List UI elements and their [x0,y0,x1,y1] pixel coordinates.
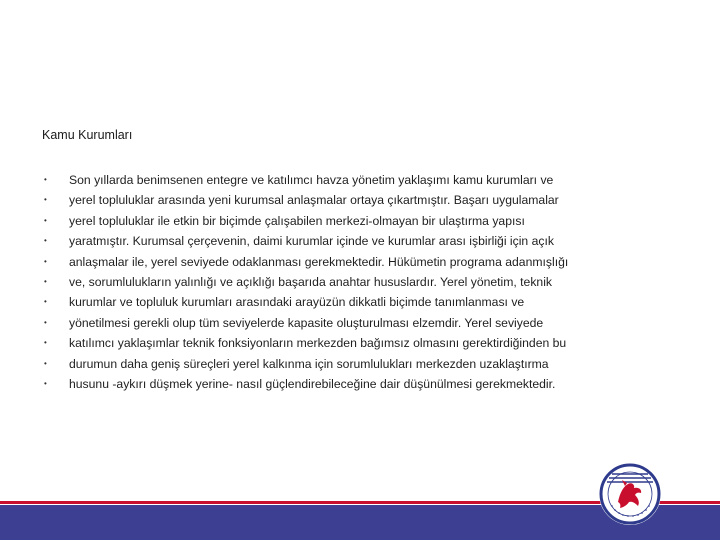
bullet-glyph: • [44,236,47,246]
bullet-glyph: • [44,317,47,327]
text-line: anlaşmalar ile, yerel seviyede odaklanması gerekmektedir. Hükümetin programa adanmışlığı [69,254,569,269]
university-seal-icon [598,462,662,526]
text-line: husunu -aykırı düşmek yerine- nasıl güçlendirebileceğine dair düşünülmesi gerekmektedir. [69,376,556,391]
text-line: katılımcı yaklaşımlar teknik fonksiyonların merkezden bağımsız olmasını gerektirdiğinden bu [69,336,567,351]
bullet-glyph: • [44,195,47,205]
bullet-column [44,170,54,394]
bullet-glyph: • [44,175,47,184]
text-line: yerel topluluklar ile etkin bir biçimde çalışabilen merkezi-olmayan bir ulaştırma yapısı [69,213,525,228]
bullet-glyph: • [44,358,47,368]
bullet-glyph: • [44,276,47,286]
text-line: yaratmıştır. Kurumsal çerçevenin, daimi kurumlar içinde ve kurumlar arası işbirliği için açık [69,234,554,249]
text-line: kurumlar ve topluluk kurumları arasındaki arayüzün dikkatli biçimde tanımlanması ve [69,295,525,310]
bullet-glyph: • [44,256,47,266]
text-line: durumun daha geniş süreçleri yerel kalkınma için sorumlulukları merkezden uzaklaştırma [69,356,549,371]
text-line: ve, sorumlulukların yalınlığı ve açıklığı başarıda anahtar hususlardır. Yerel yönetim, teknik [69,274,553,289]
text-line: yerel topluluklar arasında yeni kurumsal anlaşmalar ortaya çıkartmıştır. Başarı uygulamalar [69,193,559,208]
bullet-glyph: • [44,378,47,388]
text-line: yönetilmesi gerekli olup tüm seviyelerde kapasite oluşturulması elzemdir. Yerel seviyede [69,315,544,330]
bullet-glyph: • [44,297,47,307]
bullet-glyph: • [44,215,47,225]
body-paragraph [69,170,659,394]
text-line: Son yıllarda benimsenen entegre ve katılımcı havza yönetim yaklaşımı kamu kurumları ve [69,173,554,187]
bullet-glyph: • [44,338,47,348]
slide-title: Kamu Kurumları [42,128,133,142]
